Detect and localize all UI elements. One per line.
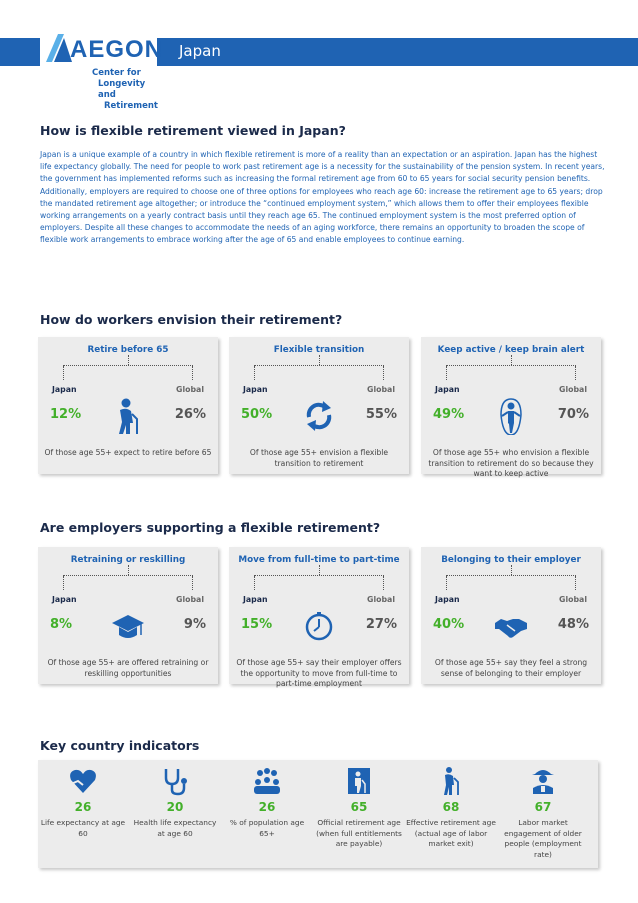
panel-title: Retire before 65	[87, 345, 169, 355]
jump-rope-icon	[493, 397, 529, 435]
global-label: Global	[367, 595, 395, 604]
japan-label: Japan	[52, 385, 77, 394]
connector	[128, 355, 129, 365]
workers-heading: How do workers envision their retirement?	[40, 312, 343, 327]
global-label: Global	[176, 595, 204, 604]
panel-keep-active	[421, 337, 601, 478]
logo-subtitle-line: Center for	[92, 68, 141, 78]
panel-retraining	[38, 547, 218, 684]
japan-value: 49%	[433, 407, 465, 422]
connector	[446, 365, 576, 380]
panel-title: Retraining or reskilling	[70, 555, 186, 565]
panel-description: Of those age 55+ envision a flexible transition to retirement	[249, 448, 389, 468]
indicator-value: 26	[258, 800, 276, 814]
heart-icon	[68, 766, 98, 796]
logo-subtitle-line: Retirement	[104, 101, 158, 111]
indicator-value: 67	[534, 800, 552, 814]
indicator-value: 20	[166, 800, 184, 814]
connector	[254, 365, 384, 380]
panel-retire-before-65	[38, 337, 218, 474]
connector	[446, 575, 576, 590]
indicator-label: Health life expectancy at age 60	[133, 818, 217, 838]
panel-part-time	[229, 547, 409, 688]
global-value: 70%	[557, 407, 589, 422]
connector	[319, 565, 320, 575]
japan-value: 40%	[433, 617, 465, 632]
panel-title: Keep active / keep brain alert	[437, 345, 585, 355]
global-label: Global	[367, 385, 395, 394]
global-value: 27%	[365, 617, 397, 632]
japan-label: Japan	[435, 595, 460, 604]
panel-description: Of those age 55+ who envision a flexible transition to retirement do so because they want to keep active	[428, 448, 594, 478]
employers-heading: Are employers supporting a flexible retirement?	[40, 520, 381, 535]
indicators-band	[38, 760, 598, 868]
indicator-label: Labor market engagement of older people (employment rate)	[504, 818, 582, 859]
global-value: 55%	[365, 407, 397, 422]
indicators-heading: Key country indicators	[40, 738, 200, 753]
japan-value: 50%	[241, 407, 273, 422]
indicator-label: % of population age 65+	[229, 818, 305, 838]
intro-paragraph: Japan is a unique example of a country in which flexible retirement is more of a reality than an expectation or an aspiration. Japan has the highest life expectancy globally. The need for people to work past retirement age is a necessity for the sustainability of the pension system. In recent years, the government has implemented reforms such as increasing the formal retirement age from 60 to 65 years for social security pension benefits. Additionally, employers are required to choose one of three options for employees who reach age 60: increase the retirement age to 65 years; drop the mandated retirement age altogether; or introduce the “continued employment system,” which allows them to offer their employees flexible working arrangements on a yearly contract basis until they reach age 65. The continued employment system is the most preferred option of employers. Despite all these changes to accommodate the needs of an aging workforce, there remains an opportunity to broaden the scope of flexible work arrangements to embrace working after the age of 65 and enable employees to continue earning.	[40, 150, 605, 245]
indicator-value: 65	[350, 800, 368, 814]
population-icon	[252, 766, 282, 796]
connector	[128, 565, 129, 575]
elderly-walking-icon	[436, 766, 466, 796]
indicator-value: 68	[442, 800, 460, 814]
global-value: 48%	[557, 617, 589, 632]
indicator-label: Official retirement age (when full entitlements are payable)	[316, 818, 402, 848]
elderly-cane-icon	[110, 397, 146, 435]
japan-label: Japan	[435, 385, 460, 394]
clock-icon	[301, 607, 337, 645]
connector	[63, 575, 193, 590]
intro-heading: How is flexible retirement viewed in Japan?	[40, 123, 346, 138]
worker-hat-icon	[528, 766, 558, 796]
indicator-label: Effective retirement age (actual age of labor market exit)	[406, 818, 496, 848]
connector	[319, 355, 320, 365]
connector	[511, 565, 512, 575]
header-band	[157, 38, 638, 66]
panel-flexible-transition	[229, 337, 409, 474]
global-label: Global	[559, 385, 587, 394]
japan-label: Japan	[52, 595, 77, 604]
panel-title: Move from full-time to part-time	[238, 555, 400, 565]
indicator-label: Life expectancy at age 60	[40, 818, 126, 838]
panel-belonging	[421, 547, 601, 684]
handshake-icon	[493, 607, 529, 645]
stethoscope-icon	[160, 766, 190, 796]
panel-title: Flexible transition	[273, 345, 365, 355]
japan-value: 12%	[50, 407, 82, 422]
header-band-left	[0, 38, 40, 66]
global-label: Global	[559, 595, 587, 604]
aegon-logo	[44, 32, 164, 111]
connector	[254, 575, 384, 590]
indicator-value: 26	[74, 800, 92, 814]
brand-name: AEGON	[70, 36, 164, 63]
panel-description: Of those age 55+ say they feel a strong sense of belonging to their employer	[434, 658, 588, 678]
retirement-door-icon	[344, 766, 374, 796]
japan-value: 8%	[50, 617, 73, 632]
graduation-cap-icon	[110, 607, 146, 645]
japan-value: 15%	[241, 617, 273, 632]
connector	[511, 355, 512, 365]
panel-title: Belonging to their employer	[441, 555, 581, 565]
connector	[63, 365, 193, 380]
cycle-arrows-icon	[301, 397, 337, 435]
global-label: Global	[176, 385, 204, 394]
japan-label: Japan	[243, 385, 268, 394]
global-value: 26%	[174, 407, 206, 422]
logo-subtitle	[92, 68, 159, 112]
panel-description: Of those age 55+ expect to retire before 65	[44, 448, 212, 457]
logo-subtitle-line: Longevity and	[98, 79, 146, 100]
global-value: 9%	[183, 617, 206, 632]
japan-label: Japan	[243, 595, 268, 604]
country-title: Japan	[179, 42, 221, 60]
panel-description: Of those age 55+ say their employer offers the opportunity to move from full-time to part-time employment	[236, 658, 402, 688]
panel-description: Of those age 55+ are offered retraining or reskilling opportunities	[47, 658, 209, 678]
